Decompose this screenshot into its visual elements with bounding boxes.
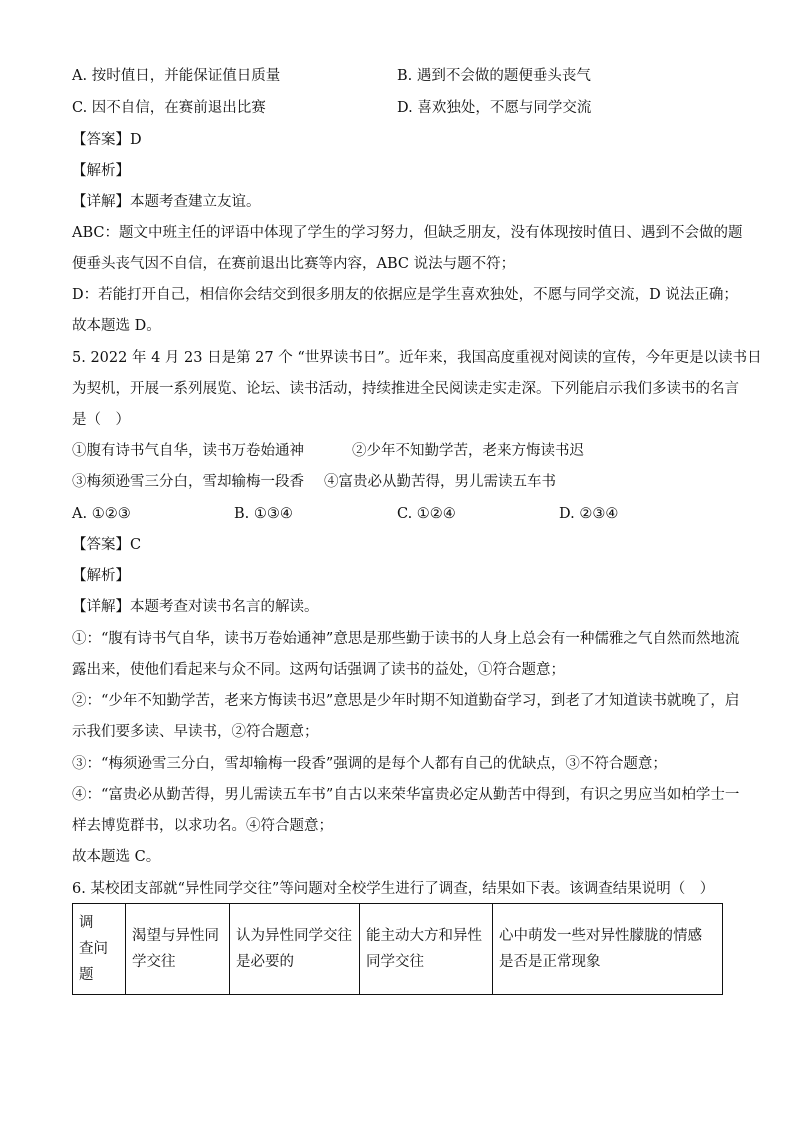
- q4-option-b: B. 遇到不会做的题便垂头丧气: [397, 68, 591, 84]
- table-header-cell: 心中萌发一些对异性朦胧的情感是否是正常现象: [493, 904, 723, 995]
- q5-answer: 【答案】C: [72, 537, 142, 553]
- q5-analysis-label: 【解析】: [72, 568, 130, 584]
- q5-item-4: ④富贵必从勤苦得，男儿需读五车书: [324, 474, 556, 490]
- q5-explanation-1-line-1: ①：“腹有诗书气自华，读书万卷始通神”意思是那些勤于读书的人身上总会有一种儒雅之气自然而然地流: [72, 631, 740, 647]
- q5-option-b: B. ①③④: [234, 506, 293, 522]
- q5-explanation-4-line-2: 样去博览群书，以求功名。④符合题意；: [72, 818, 333, 834]
- table-header-cell: 渴望与异性同学交往: [126, 904, 230, 995]
- table-header-cell: 认为异性同学交往是必要的: [230, 904, 360, 995]
- q5-explanation-4-line-1: ④：“富贵必从勤苦得，男儿需读五车书”自古以来荣华富贵必定从勤苦中得到，有识之男应当如柏学士一: [72, 787, 740, 803]
- q4-option-a: A. 按时值日，并能保证值日质量: [72, 68, 281, 84]
- table-header-cell: 能主动大方和异性同学交往: [360, 904, 493, 995]
- q5-item-1: ①腹有诗书气自华，读书万卷始通神: [72, 443, 304, 459]
- q4-option-d: D. 喜欢独处，不愿与同学交流: [397, 100, 592, 116]
- q5-item-3: ③梅须逊雪三分白，雪却输梅一段香: [72, 474, 304, 490]
- table-row: [73, 904, 723, 995]
- q5-detail: 【详解】本题考查对读书名言的解读。: [72, 599, 319, 615]
- q4-d-explanation: D：若能打开自己，相信你会结交到很多朋友的依据应是学生喜欢独处，不愿与同学交流，D 说法正确；: [72, 287, 738, 303]
- table-header-cell: 调 查问题: [73, 904, 126, 995]
- q5-option-c: C. ①②④: [397, 506, 456, 522]
- q5-stem-line-2: 为契机，开展一系列展览、论坛、读书活动，持续推进全民阅读走实走深。下列能启示我们多读书的名言: [72, 381, 739, 397]
- q5-conclusion: 故本题选 C。: [72, 849, 161, 865]
- q5-explanation-2-line-2: 示我们要多读、早读书，②符合题意；: [72, 724, 319, 740]
- q5-explanation-1-line-2: 露出来，使他们看起来与众不同。这两句话强调了读书的益处，①符合题意；: [72, 662, 565, 678]
- q5-option-a: A. ①②③: [72, 506, 131, 522]
- q4-abc-line-1: ABC：题文中班主任的评语中体现了学生的学习努力，但缺乏朋友，没有体现按时值日、遇到不会做的题: [72, 225, 743, 241]
- q4-option-c: C. 因不自信，在赛前退出比赛: [72, 100, 266, 116]
- q4-conclusion: 故本题选 D。: [72, 318, 161, 334]
- q4-answer: 【答案】D: [72, 132, 142, 148]
- q6-stem: 6. 某校团支部就“异性同学交往”等问题对全校学生进行了调查，结果如下表。该调查结果说明（ ）: [72, 881, 715, 897]
- survey-table: [72, 903, 723, 995]
- q5-option-d: D. ②③④: [559, 506, 619, 522]
- q5-stem-line-3: 是（ ）: [72, 412, 130, 428]
- q5-explanation-3: ③：“梅须逊雪三分白，雪却输梅一段香”强调的是每个人都有自己的优缺点，③不符合题意；: [72, 756, 667, 772]
- q5-item-2: ②少年不知勤学苦，老来方悔读书迟: [352, 443, 584, 459]
- q5-explanation-2-line-1: ②：“少年不知勤学苦，老来方悔读书迟”意思是少年时期不知道勤奋学习，到老了才知道读书就晚了，启: [72, 693, 740, 709]
- q4-detail: 【详解】本题考查建立友谊。: [72, 194, 261, 210]
- q4-analysis-label: 【解析】: [72, 163, 130, 179]
- q5-stem-line-1: 5. 2022 年 4 月 23 日是第 27 个 “世界读书日”。近年来，我国高度重视对阅读的宣传，今年更是以读书日: [72, 350, 762, 366]
- q4-abc-line-2: 便垂头丧气因不自信，在赛前退出比赛等内容，ABC 说法与题不符；: [72, 256, 516, 272]
